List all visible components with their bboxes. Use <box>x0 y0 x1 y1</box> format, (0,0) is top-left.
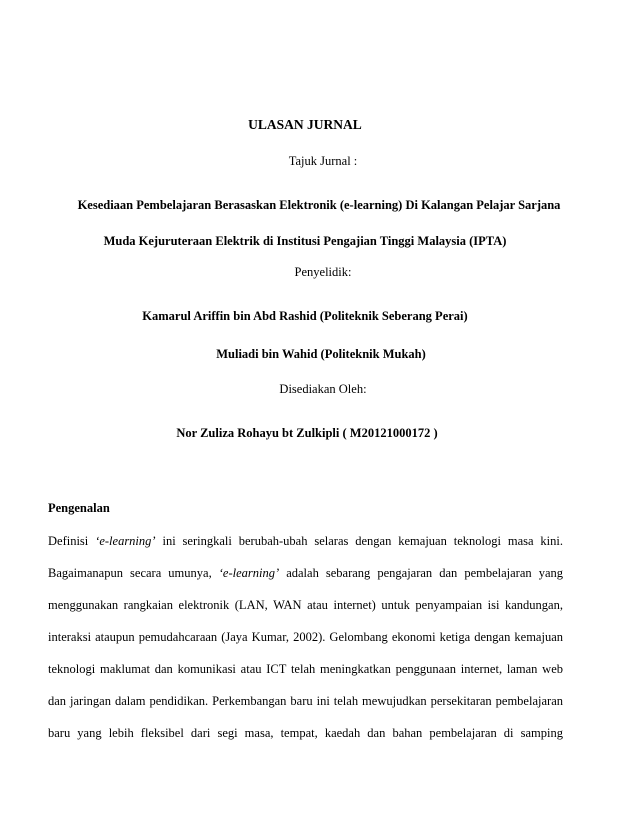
paragraph-text: Bagaimanapun secara umunya, <box>48 566 219 580</box>
researcher-1: Kamarul Ariffin bin Abd Rashid (Politeknik Seberang Perai) <box>142 309 468 323</box>
paragraph-text: ini seringkali berubah-ubah selaras dengan kemajuan teknologi masa kini. <box>155 534 563 548</box>
paragraph-line <box>48 725 563 757</box>
paragraph-line <box>48 597 563 629</box>
paragraph-text: interaksi ataupun pemudahcaraan (Jaya Kumar, 2002). Gelombang ekonomi ketiga dengan kemajuan <box>48 630 563 644</box>
paragraph-text: baru yang lebih fleksibel dari segi masa, tempat, kaedah dan bahan pembelajaran di samping <box>48 726 563 740</box>
introduction-paragraph <box>48 533 563 757</box>
journal-title-line-2: Muda Kejuruteraan Elektrik di Institusi Pengajian Tinggi Malaysia (IPTA) <box>103 234 507 248</box>
journal-title-line-1: Kesediaan Pembelajaran Berasaskan Elektronik (e-learning) Di Kalangan Pelajar Sarjana <box>77 198 561 212</box>
paragraph-line <box>48 533 563 565</box>
paragraph-line <box>48 693 563 725</box>
paragraph-text: dan jaringan dalam pendidikan. Perkembangan baru ini telah mewujudkan persekitaran pembelajaran <box>48 694 563 708</box>
italic-term: ‘e-learning’ <box>95 534 156 548</box>
paragraph-line <box>48 565 563 597</box>
italic-term: ‘e-learning’ <box>218 566 280 580</box>
document-title: ULASAN JURNAL <box>248 117 362 132</box>
section-heading-introduction: Pengenalan <box>48 501 110 515</box>
researcher-label: Penyelidik: <box>294 265 352 279</box>
paragraph-text: adalah sebarang pengajaran dan pembelajaran yang <box>279 566 563 580</box>
prepared-by-label: Disediakan Oleh: <box>279 382 367 396</box>
paragraph-text: teknologi maklumat dan komunikasi atau ICT telah meningkatkan penggunaan internet, laman web <box>48 662 563 676</box>
journal-label: Tajuk Jurnal : <box>288 154 358 168</box>
prepared-by-name: Nor Zuliza Rohayu bt Zulkipli ( M20121000172 ) <box>176 426 438 440</box>
paragraph-text: Definisi <box>48 534 96 548</box>
paragraph-line <box>48 661 563 693</box>
researcher-2: Muliadi bin Wahid (Politeknik Mukah) <box>216 347 426 361</box>
paragraph-line <box>48 629 563 661</box>
paragraph-text: menggunakan rangkaian elektronik (LAN, WAN atau internet) untuk penyampaian isi kandungan, <box>48 598 563 612</box>
